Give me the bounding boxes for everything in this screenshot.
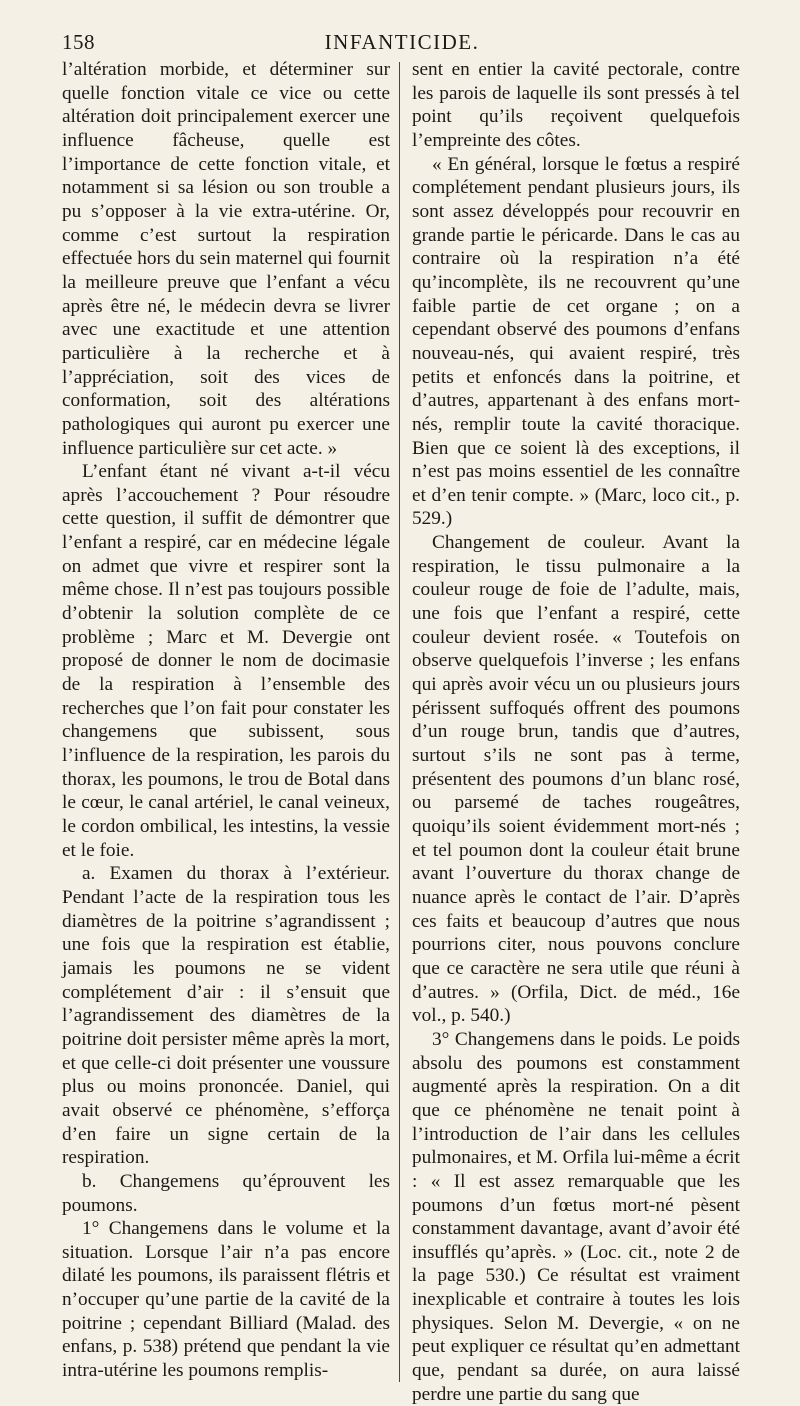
paragraph: b. Changemens qu’éprouvent les poumons. [62, 1170, 390, 1216]
paragraph: a. Examen du thorax à l’extérieur. Pendant l’acte de la respiration tous les diamètres de la poitrine s’agrandissent ; une fois que la respiration est établie, jamais les poumons ne se vident complétement d’air : il s’ensuit que l’agrandissement des diamètres de la poitrine doit persister même après la mort, et que celle-ci doit présenter une voussure plus ou moins prononcée. Daniel, qui avait observé ce phénomène, s’efforça d’en faire un signe certain de la respiration. [62, 863, 390, 1169]
column-divider [399, 62, 400, 1382]
paragraph: L’enfant étant né vivant a-t-il vécu après l’accouchement ? Pour résoudre cette question, il suffit de démontrer que l’enfant a respiré, car en médecine légale on admet que vivre et respirer sont la même chose. Il n’est pas toujours possible d’obtenir la solution complète de ce problème ; Marc et M. Devergie ont proposé de donner le nom de docimasie de la respiration à l’ensemble des recherches que l’on fait pour constater les changemens que subissent, sous l’influence de la respiration, les parois du thorax, les poumons, le trou de Botal dans le cœur, le canal artériel, le canal veineux, le cordon ombilical, les intestins, la vessie et le foie. [62, 461, 390, 861]
page-header [62, 30, 742, 56]
paragraph: 3° Changemens dans le poids. Le poids absolu des poumons est constamment augmenté après la respiration. On a dit que ce phénomène ne tenait point à l’introduction de l’air dans les cellules pulmonaires, et M. Orfila lui-même a écrit : « Il est assez remarquable que les poumons d’un fœtus mort-né pèsent constamment davantage, avant d’avoir été insufflés qu’après. » (Loc. cit., note 2 de la page 530.) Ce résultat est vraiment inexplicable et contraire à toutes les lois physiques. Selon M. Devergie, « on ne peut expliquer ce résultat qu’en admettant que, pendant sa durée, on aura laissé perdre une partie du sang que [412, 1028, 740, 1405]
page-number: 158 [62, 30, 95, 54]
paragraph: sent en entier la cavité pectorale, contre les parois de laquelle ils sont pressés à tel point qu’ils reçoivent quelquefois l’empreinte des côtes. [412, 59, 740, 151]
paragraph: l’altération morbide, et déterminer sur quelle fonction vitale ce vice ou cette altération doit principalement exercer une influence fâcheuse, quelle est l’importance de cette fonction vitale, et notamment si sa lésion ou son trouble a pu s’opposer à la vie extra-utérine. Or, comme c’est surtout la respiration effectuée hors du sein maternel qui fournit la meilleure preuve que l’enfant a vécu après être né, le médecin devra se livrer avec une exactitude et une attention particulière à la recherche et à l’appréciation, soit des vices de conformation, soit des altérations pathologiques qui auront pu exercer une influence particulière sur cet acte. » [62, 59, 390, 459]
paragraph: 1° Changemens dans le volume et la situation. Lorsque l’air n’a pas encore dilaté les poumons, ils paraissent flétris et n’occuper qu’une partie de la cavité de la poitrine ; cependant Billiard (Malad. des enfans, p. 538) prétend que pendant la vie intra-utérine les poumons remplis- [62, 1218, 390, 1382]
right-column [412, 58, 740, 1406]
paragraph: Changement de couleur. Avant la respiration, le tissu pulmonaire a la couleur rouge de foie de l’adulte, mais, une fois que l’enfant a respiré, cette couleur devient rosée. « Toutefois on observe quelquefois l’inverse ; les enfans qui après avoir vécu un ou plusieurs jours périssent suffoqués offrent des poumons d’un rouge brun, tandis que d’autres, surtout s’ils ne sont pas à terme, présentent des poumons d’un blanc rosé, ou parsemé de taches rougeâtres, quoiqu’ils soient évidemment mort-nés ; et tel poumon dont la couleur était brune avant l’ouverture du thorax change de nuance après le contact de l’air. D’après ces faits et beaucoup d’autres que nous pourrions citer, nous pouvons conclure que ce caractère ne sera utile que réuni à d’autres. » (Orfila, Dict. de méd., 16e vol., p. 540.) [412, 532, 740, 1027]
running-title: INFANTICIDE. [324, 30, 480, 54]
paragraph: « En général, lorsque le fœtus a respiré complétement pendant plusieurs jours, ils sont assez développés pour recouvrir en grande partie le péricarde. Dans le cas au contraire où la respiration n’a été qu’incomplète, ils ne recouvrent qu’une faible partie de cet organe ; on a cependant observé des poumons d’enfans nouveau-nés, qui avaient respiré, très petits et enfoncés dans la poitrine, et d’autres, appartenant à des enfans mort-nés, remplir toute la cavité thoracique. Bien que ce soient là des exceptions, il n’est pas moins essentiel de les connaître et d’en tenir compte. » (Marc, loco cit., p. 529.) [412, 153, 740, 530]
left-column [62, 58, 390, 1383]
